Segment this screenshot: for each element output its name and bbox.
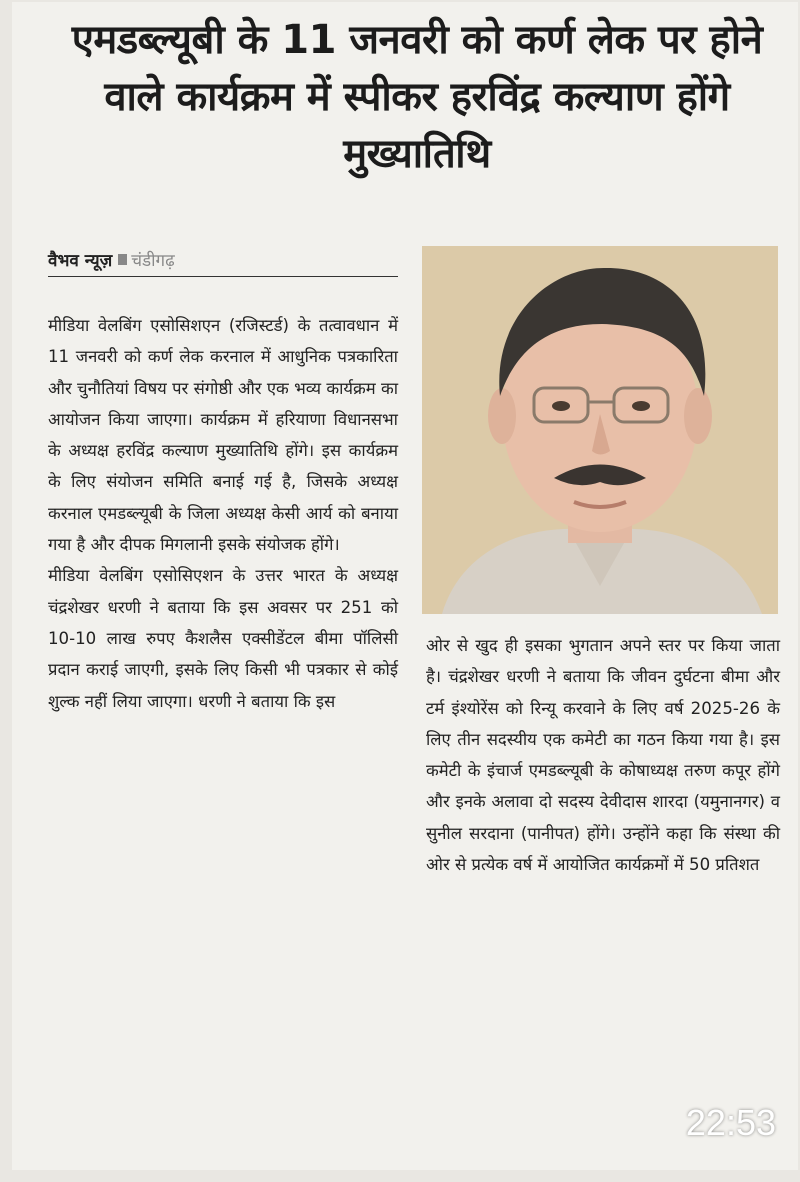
speaker-portrait-illustration [422,246,778,614]
byline [48,242,398,277]
paragraph-1: मीडिया वेलबिंग एसोसिशएन (रजिस्टर्ड) के तत्वावधान में 11 जनवरी को कर्ण लेक करनाल में आधुनिक पत्रकारिता और चुनौतियां विषय पर संगोष्ठी और एक भव्य कार्यक्रम का आयोजन किया जाएगा। कार्यक्रम में हरियाणा विधानसभा के अध्यक्ष हरविंद्र कल्याण मुख्यातिथि होंगे। इस कार्यक्रम के लिए संयोजन समिति बनाई गई है, जिसके अध्यक्ष करनाल एमडब्ल्यूबी के जिला अध्यक्ष केसी आर्य को बनाया गया है और दीपक मिगलानी इसके संयोजक होंगे। [48,316,398,555]
newspaper-clipping [12,2,798,1170]
paragraph-2: मीडिया वेलबिंग एसोसिएशन के उत्तर भारत के अध्यक्ष चंद्रशेखर धरणी ने बताया कि इस अवसर पर 251 को 10-10 लाख रुपए कैशलैस एक्सीडेंटल बीमा पॉलिसी प्रदान कराई जाएगी, इसके लिए किसी भी पत्रकार से कोई शुल्क नहीं लिया जाएगा। धरणी ने बताया कि इस [48,566,398,711]
article-column-left [48,310,398,717]
byline-place: चंडीगढ़ [131,250,175,271]
article-column-right [426,630,780,880]
speaker-photo [422,246,778,614]
paragraph-3: ओर से खुद ही इसका भुगतान अपने स्तर पर किया जाता है। चंद्रशेखर धरणी ने बताया कि जीवन दुर्घटना बीमा और टर्म इंश्योरेंस को रिन्यू करवाने के लिए वर्ष 2025-26 के लिए तीन सदस्यीय एक कमेटी का गठन किया गया है। इस कमेटी के इंचार्ज एमडब्ल्यूबी के कोषाध्यक्ष तरुण कपूर होंगे और इनके अलावा दो सदस्य देवीदास शारदा (यमुनानगर) व सुनील सरदाना (पानीपत) होंगे। उन्होंने कहा कि संस्था की ओर से प्रत्येक वर्ष में आयोजित कार्यक्रमों में 50 प्रतिशत [426,636,780,875]
video-timestamp: 22:53 [685,1102,776,1143]
headline: एमडब्ल्यूबी के 11 जनवरी को कर्ण लेक पर होने वाले कार्यक्रम में स्पीकर हरविंद्र कल्याण होंगे मुख्यातिथि [71,17,763,177]
byline-separator [118,254,127,265]
byline-source: वैभव न्यूज़ [48,250,113,271]
